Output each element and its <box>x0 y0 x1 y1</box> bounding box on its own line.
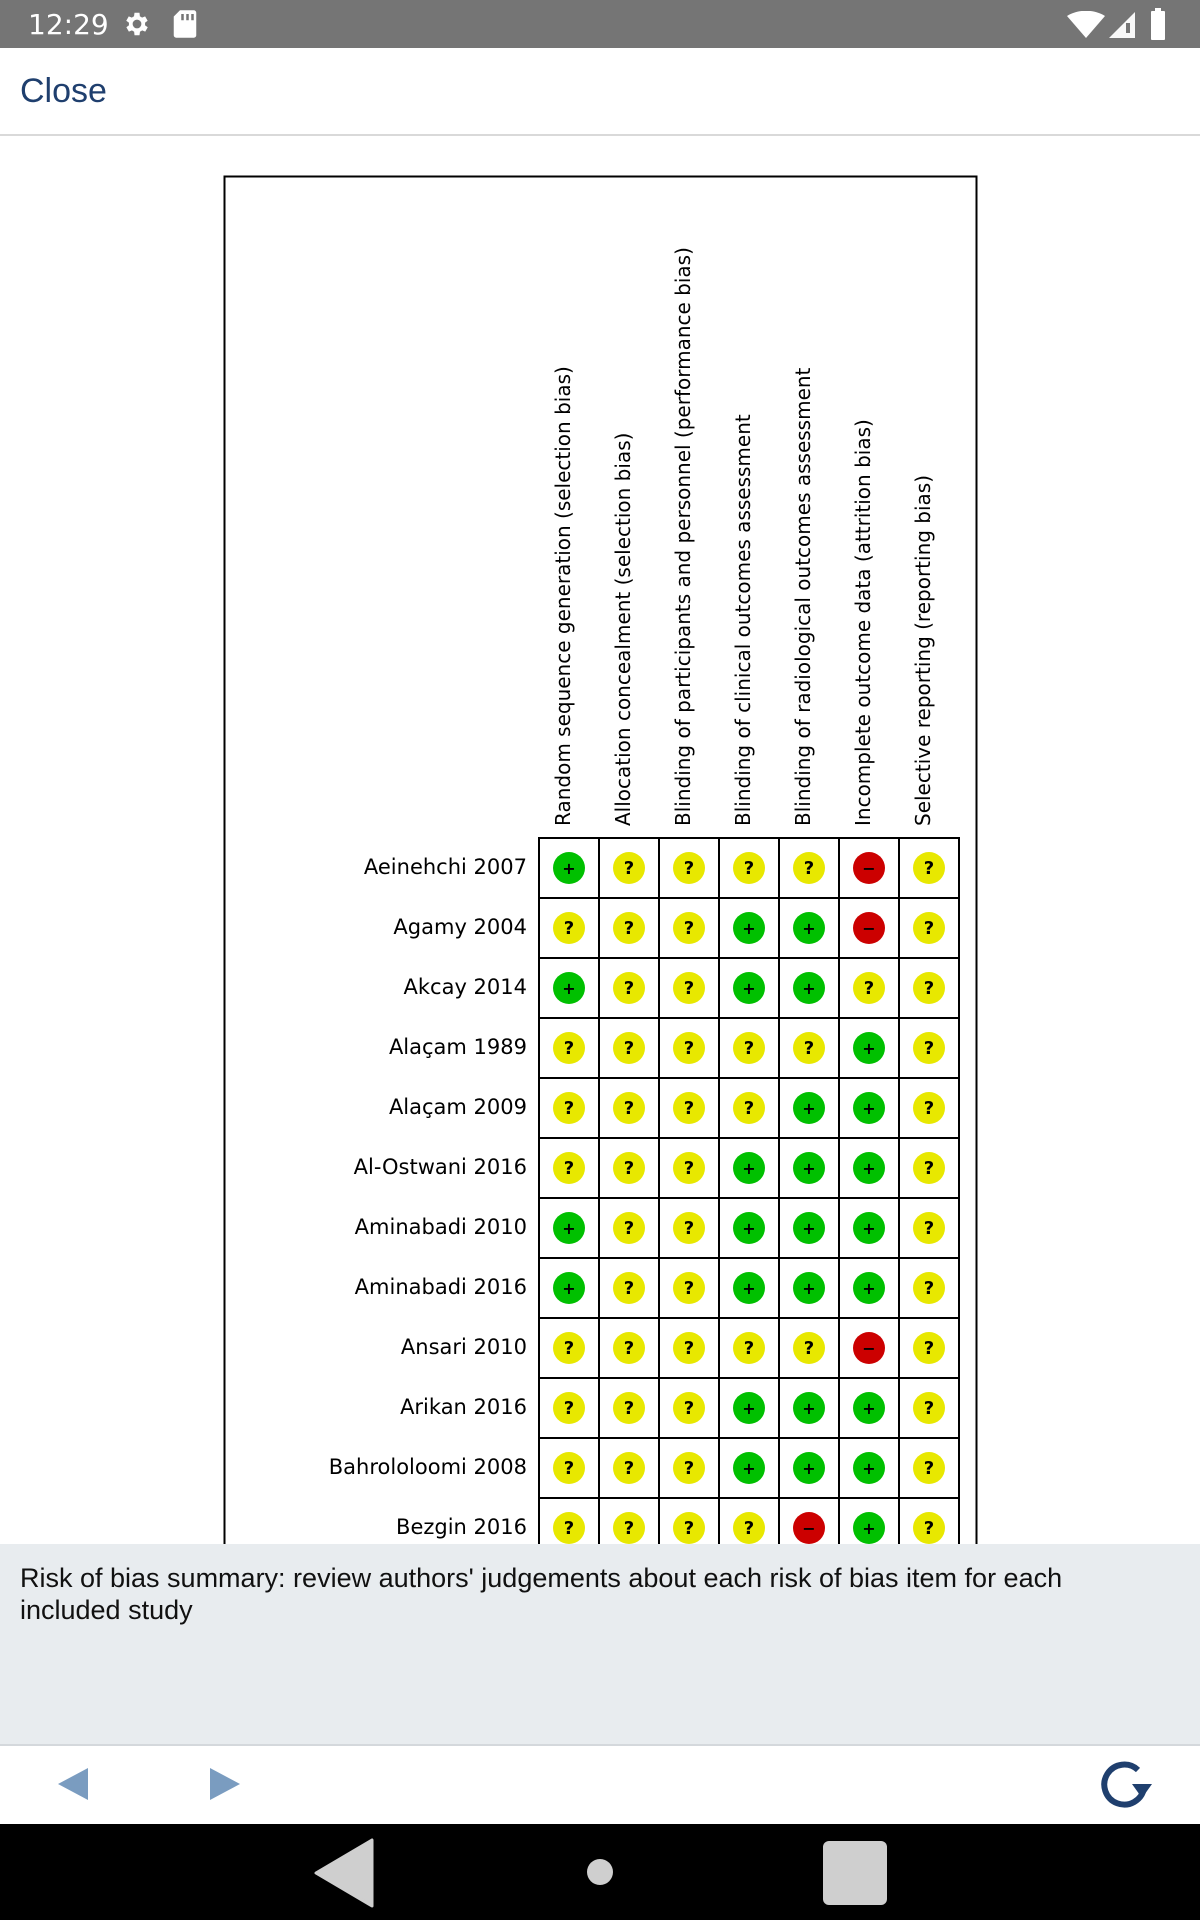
rating-symbol: ? <box>623 1518 635 1539</box>
study-label: Aminabadi 2010 <box>354 1215 527 1239</box>
rating-symbol: ? <box>683 978 695 999</box>
study-label: Akcay 2014 <box>403 975 527 999</box>
rating-symbol: + <box>562 979 576 998</box>
rating-symbol: + <box>862 1279 876 1298</box>
refresh-icon[interactable] <box>1098 1758 1154 1810</box>
rating-symbol: + <box>742 1159 756 1178</box>
rating-symbol: ? <box>683 1158 695 1179</box>
rating-symbol: ? <box>923 1398 935 1419</box>
top-bar <box>0 48 1200 136</box>
rating-symbol: ? <box>563 1158 575 1179</box>
rating-symbol: ? <box>563 918 575 939</box>
rating-symbol: ? <box>683 858 695 879</box>
rating-symbol: ? <box>923 1338 935 1359</box>
study-label: Bahrololoomi 2008 <box>328 1455 527 1479</box>
rating-symbol: + <box>802 1099 816 1118</box>
rating-symbol: ? <box>743 1338 755 1359</box>
rating-symbol: + <box>562 859 576 878</box>
rating-symbol: ? <box>683 1218 695 1239</box>
rating-symbol: ? <box>803 858 815 879</box>
risk-of-bias-figure <box>0 136 1200 1544</box>
rating-symbol: ? <box>683 1398 695 1419</box>
column-header: Blinding of participants and personnel (performance bias) <box>671 247 695 826</box>
rating-symbol: ? <box>923 1518 935 1539</box>
rating-symbol: ? <box>563 1098 575 1119</box>
rating-symbol: ? <box>683 1038 695 1059</box>
rating-symbol: ? <box>683 1278 695 1299</box>
column-header: Blinding of radiological outcomes assessment <box>791 367 815 826</box>
rating-symbol: ? <box>743 858 755 879</box>
rating-symbol: ? <box>623 1458 635 1479</box>
rating-symbol: ? <box>563 1518 575 1539</box>
rating-symbol: + <box>742 1399 756 1418</box>
rating-symbol: − <box>862 1339 876 1358</box>
rating-symbol: − <box>862 859 876 878</box>
rating-symbol: ? <box>863 978 875 999</box>
rating-symbol: ? <box>923 978 935 999</box>
rating-symbol: ? <box>623 1218 635 1239</box>
rating-symbol: − <box>802 1519 816 1538</box>
rating-symbol: ? <box>623 1038 635 1059</box>
study-label: Ansari 2010 <box>400 1335 527 1359</box>
rating-symbol: + <box>862 1159 876 1178</box>
rating-symbol: + <box>802 1399 816 1418</box>
rating-symbol: ? <box>743 1098 755 1119</box>
rating-symbol: ? <box>623 1278 635 1299</box>
rating-symbol: ? <box>623 858 635 879</box>
rating-symbol: ? <box>923 1038 935 1059</box>
rating-symbol: ? <box>563 1458 575 1479</box>
status-time: 12:29 <box>28 8 109 41</box>
rating-symbol: ? <box>923 1098 935 1119</box>
wifi-icon <box>1066 11 1106 39</box>
rating-symbol: + <box>562 1219 576 1238</box>
rating-symbol: ? <box>623 1398 635 1419</box>
rating-symbol: + <box>862 1399 876 1418</box>
rating-symbol: ? <box>803 1038 815 1059</box>
rating-symbol: ? <box>803 1338 815 1359</box>
caption-panel <box>0 1544 1200 1746</box>
study-label: Alaçam 1989 <box>388 1035 527 1059</box>
rating-symbol: ? <box>683 1338 695 1359</box>
rating-symbol: ? <box>683 1098 695 1119</box>
rating-symbol: ? <box>623 1158 635 1179</box>
rating-symbol: + <box>742 979 756 998</box>
close-button[interactable]: Close <box>20 72 107 110</box>
rating-symbol: ? <box>563 1338 575 1359</box>
forward-arrow-icon[interactable] <box>204 1764 244 1804</box>
column-header: Allocation concealment (selection bias) <box>611 432 635 826</box>
system-back-icon[interactable] <box>312 1838 376 1908</box>
study-label: Agamy 2004 <box>393 915 527 939</box>
rating-symbol: + <box>742 1279 756 1298</box>
rating-symbol: + <box>742 919 756 938</box>
rating-symbol: ? <box>743 1038 755 1059</box>
column-header: Selective reporting (reporting bias) <box>911 474 935 826</box>
rating-symbol: + <box>802 919 816 938</box>
rating-symbol: ? <box>563 1398 575 1419</box>
rating-symbol: + <box>862 1219 876 1238</box>
rating-symbol: ? <box>623 1098 635 1119</box>
rating-symbol: + <box>562 1279 576 1298</box>
rating-symbol: ? <box>923 1218 935 1239</box>
rating-symbol: ? <box>923 918 935 939</box>
rating-symbol: ? <box>623 978 635 999</box>
rating-symbol: + <box>802 1279 816 1298</box>
rating-symbol: + <box>862 1519 876 1538</box>
rating-symbol: ? <box>923 1458 935 1479</box>
study-label: Aminabadi 2016 <box>354 1275 527 1299</box>
study-label: Alaçam 2009 <box>388 1095 527 1119</box>
sd-card-icon <box>172 9 198 39</box>
rating-symbol: − <box>862 919 876 938</box>
rating-symbol: ? <box>923 858 935 879</box>
rating-symbol: ? <box>743 1518 755 1539</box>
rating-symbol: + <box>862 1099 876 1118</box>
system-recents-icon[interactable] <box>822 1840 888 1906</box>
rating-symbol: + <box>862 1459 876 1478</box>
rating-symbol: + <box>802 1459 816 1478</box>
figure-viewport[interactable] <box>0 136 1200 1544</box>
column-header: Incomplete outcome data (attrition bias) <box>851 419 875 826</box>
column-header: Blinding of clinical outcomes assessment <box>731 414 755 826</box>
rating-symbol: ? <box>623 918 635 939</box>
rating-symbol: ? <box>923 1278 935 1299</box>
figure-caption: Risk of bias summary: review authors' judgements about each risk of bias item for each included study <box>20 1563 1063 1625</box>
settings-gear-icon <box>122 9 152 39</box>
rating-symbol: ? <box>923 1158 935 1179</box>
rating-symbol: + <box>802 1219 816 1238</box>
rating-symbol: + <box>742 1219 756 1238</box>
study-label: Al-Ostwani 2016 <box>353 1155 527 1179</box>
system-home-icon[interactable] <box>586 1858 614 1886</box>
system-nav-bar <box>0 1824 1200 1920</box>
study-label: Arikan 2016 <box>400 1395 527 1419</box>
rating-symbol: ? <box>623 1338 635 1359</box>
study-label: Bezgin 2016 <box>396 1515 527 1539</box>
rating-symbol: + <box>802 979 816 998</box>
rating-symbol: + <box>742 1459 756 1478</box>
rating-symbol: + <box>862 1039 876 1058</box>
bottom-nav-bar <box>0 1746 1200 1824</box>
study-label: Aeinehchi 2007 <box>363 855 527 879</box>
battery-icon <box>1150 8 1166 40</box>
back-arrow-icon[interactable] <box>54 1764 94 1804</box>
status-bar <box>0 0 1200 48</box>
column-header: Random sequence generation (selection bias) <box>551 366 575 826</box>
rating-symbol: + <box>802 1159 816 1178</box>
rating-symbol: ? <box>683 1518 695 1539</box>
rating-symbol: ? <box>683 1458 695 1479</box>
rating-symbol: ? <box>563 1038 575 1059</box>
rating-symbol: ? <box>683 918 695 939</box>
cell-signal-icon <box>1108 11 1136 39</box>
